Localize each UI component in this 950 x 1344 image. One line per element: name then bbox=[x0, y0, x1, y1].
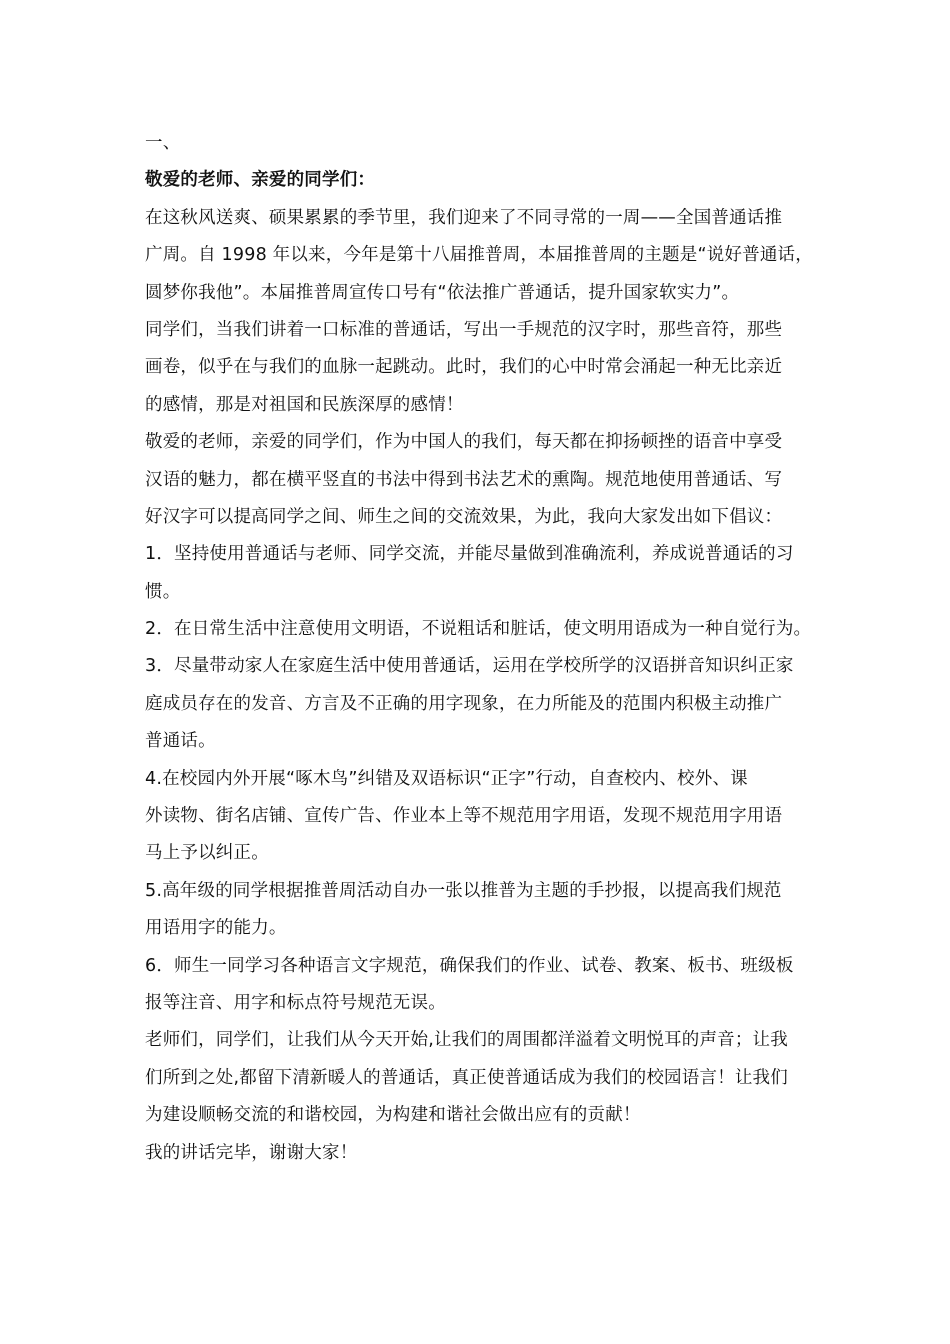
paragraph-line: 同学们，当我们讲着一口标准的普通话，写出一手规范的汉字时，那些音符，那些 bbox=[145, 319, 783, 340]
paragraph-line: 在这秋风送爽、硕果累累的季节里，我们迎来了不同寻常的一周——全国普通话推 bbox=[145, 207, 783, 228]
paragraph-line: 圆梦你我他”。本届推普周宣传口号有“依法推广普通话，提升国家软实力”。 bbox=[145, 282, 740, 303]
paragraph-line: 老师们，同学们，让我们从今天开始,让我们的周围都洋溢着文明悦耳的声音；让我 bbox=[145, 1030, 788, 1051]
paragraph-line: 汉语的魅力，都在横平竖直的书法中得到书法艺术的熏陶。规范地使用普通话、写 bbox=[145, 469, 783, 490]
list-item-line: 马上予以纠正。 bbox=[145, 843, 269, 864]
speech-text bbox=[145, 125, 865, 1172]
paragraph-line: 的感情，那是对祖国和民族深厚的感情！ bbox=[145, 394, 464, 415]
list-item-line: 惯。 bbox=[145, 581, 181, 602]
list-item-line: 用语用字的能力。 bbox=[145, 918, 287, 939]
paragraph-line: 好汉字可以提高同学之间、师生之间的交流效果，为此，我向大家发出如下倡议： bbox=[145, 506, 783, 527]
paragraph-line: 们所到之处,都留下清新暖人的普通话，真正使普通话成为我们的校园语言！让我们 bbox=[145, 1067, 788, 1088]
list-item-line: 2．在日常生活中注意使用文明语，不说粗话和脏话，使文明用语成为一种自觉行为。 bbox=[145, 619, 812, 640]
list-item-line: 外读物、街名店铺、宣传广告、作业本上等不规范用字用语，发现不规范用字用语 bbox=[145, 806, 783, 827]
list-item-line: 报等注音、用字和标点符号规范无误。 bbox=[145, 992, 446, 1013]
list-item-line: 5.高年级的同学根据推普周活动自办一张以推普为主题的手抄报，以提高我们规范 bbox=[145, 880, 782, 901]
closing-line: 我的讲话完毕，谢谢大家！ bbox=[145, 1142, 358, 1163]
paragraph-line: 为建设顺畅交流的和谐校园，为构建和谐社会做出应有的贡献！ bbox=[145, 1105, 641, 1126]
list-item-line: 1．坚持使用普通话与老师、同学交流，并能尽量做到准确流利，养成说普通话的习 bbox=[145, 544, 794, 565]
paragraph-line: 画卷，似乎在与我们的血脉一起跳动。此时，我们的心中时常会涌起一种无比亲近 bbox=[145, 357, 783, 378]
paragraph-line: 广周。自 1998 年以来，今年是第十八届推普周，本届推普周的主题是“说好普通话， bbox=[145, 245, 813, 266]
list-item-line: 4.在校园内外开展“啄木鸟”纠错及双语标识“正字”行动，自查校内、校外、课 bbox=[145, 768, 748, 789]
list-item-line: 普通话。 bbox=[145, 731, 216, 752]
paragraph-line: 敬爱的老师，亲爱的同学们，作为中国人的我们，每天都在抑扬顿挫的语音中享受 bbox=[145, 432, 783, 453]
list-item-line: 6．师生一同学习各种语言文字规范，确保我们的作业、试卷、教案、板书、班级板 bbox=[145, 955, 794, 976]
salutation: 敬爱的老师、亲爱的同学们： bbox=[145, 170, 376, 191]
list-item-line: 庭成员存在的发音、方言及不正确的用字现象，在力所能及的范围内积极主动推广 bbox=[145, 693, 783, 714]
list-item-line: 3．尽量带动家人在家庭生活中使用普通话，运用在学校所学的汉语拼音知识纠正家 bbox=[145, 656, 794, 677]
section-marker: 一、 bbox=[145, 133, 181, 153]
